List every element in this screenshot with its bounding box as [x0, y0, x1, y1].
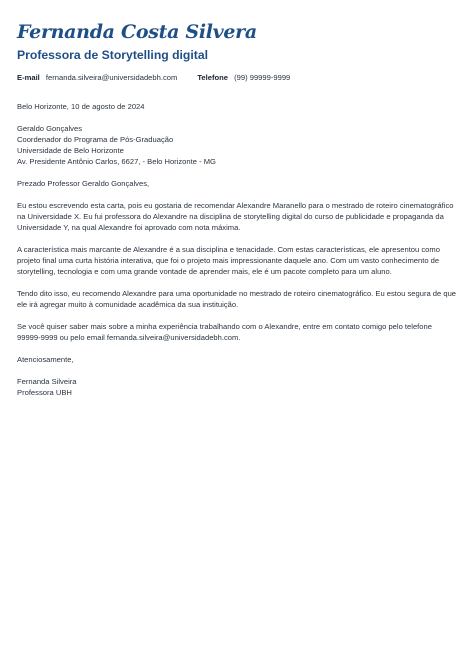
- recipient-institution: Universidade de Belo Horizonte: [17, 146, 124, 155]
- signature-block: [17, 376, 457, 398]
- body-paragraph: Se você quiser saber mais sobre a minha experiência trabalhando com o Alexandre, entre em contato comigo pelo telefone 99999-9999 ou pelo email fernanda.silveira@universidadebh.com.: [17, 322, 432, 342]
- email-group: [17, 73, 177, 83]
- body-paragraph: Tendo dito isso, eu recomendo Alexandre para uma oportunidade no mestrado de roteiro cinematográfico. Eu estou segura de que ele irá agregar muito à comunidade acadêmica da sua instituição.: [17, 289, 457, 309]
- cover-letter: [17, 20, 457, 398]
- letter-date: Belo Horizonte, 10 de agosto de 2024: [17, 102, 145, 111]
- phone-label: Telefone: [197, 73, 228, 82]
- phone-value: (99) 99999-9999: [234, 73, 291, 82]
- body-paragraph: Eu estou escrevendo esta carta, pois eu gostaria de recomendar Alexandre Maranello para o mestrado de roteiro cinematográfico na Universidade X. Eu fui professora do Alexandre na disciplina de storytelling digital do curso de publicidade e propaganda da Universidade Y, na qual Alexandre foi aprovado com nota máxima.: [17, 201, 454, 232]
- salutation: Prezado Professor Geraldo Gonçalves,: [17, 179, 150, 188]
- recipient-address: Av. Presidente Antônio Carlos, 6627, - Belo Horizonte - MG: [17, 157, 216, 166]
- closing: Atenciosamente,: [17, 355, 74, 364]
- email-value: fernanda.silveira@universidadebh.com: [45, 73, 178, 82]
- sender-role: Professora de Storytelling digital: [17, 48, 208, 62]
- phone-group: [197, 73, 290, 83]
- signature-name: Fernanda Silveira: [17, 377, 77, 386]
- email-label: E-mail: [17, 73, 40, 82]
- body-paragraph: A característica mais marcante de Alexandre é a sua disciplina e tenacidade. Com estas características, ele apresentou como projeto final uma curta história interativa, que foi o projeto mais impressionante daquele ano. Com um vasto conhecimento de storytelling, tecnologia e com uma grande vontade de aprender mais, ele é um pacote completo para um aluno.: [17, 245, 440, 276]
- contact-info: [17, 73, 457, 83]
- signature-title: Professora UBH: [17, 388, 72, 397]
- sender-name: Fernanda Costa Silvera: [17, 21, 257, 43]
- recipient-title: Coordenador do Programa de Pós-Graduação: [17, 135, 174, 144]
- recipient-block: [17, 123, 457, 167]
- recipient-name: Geraldo Gonçalves: [17, 124, 83, 133]
